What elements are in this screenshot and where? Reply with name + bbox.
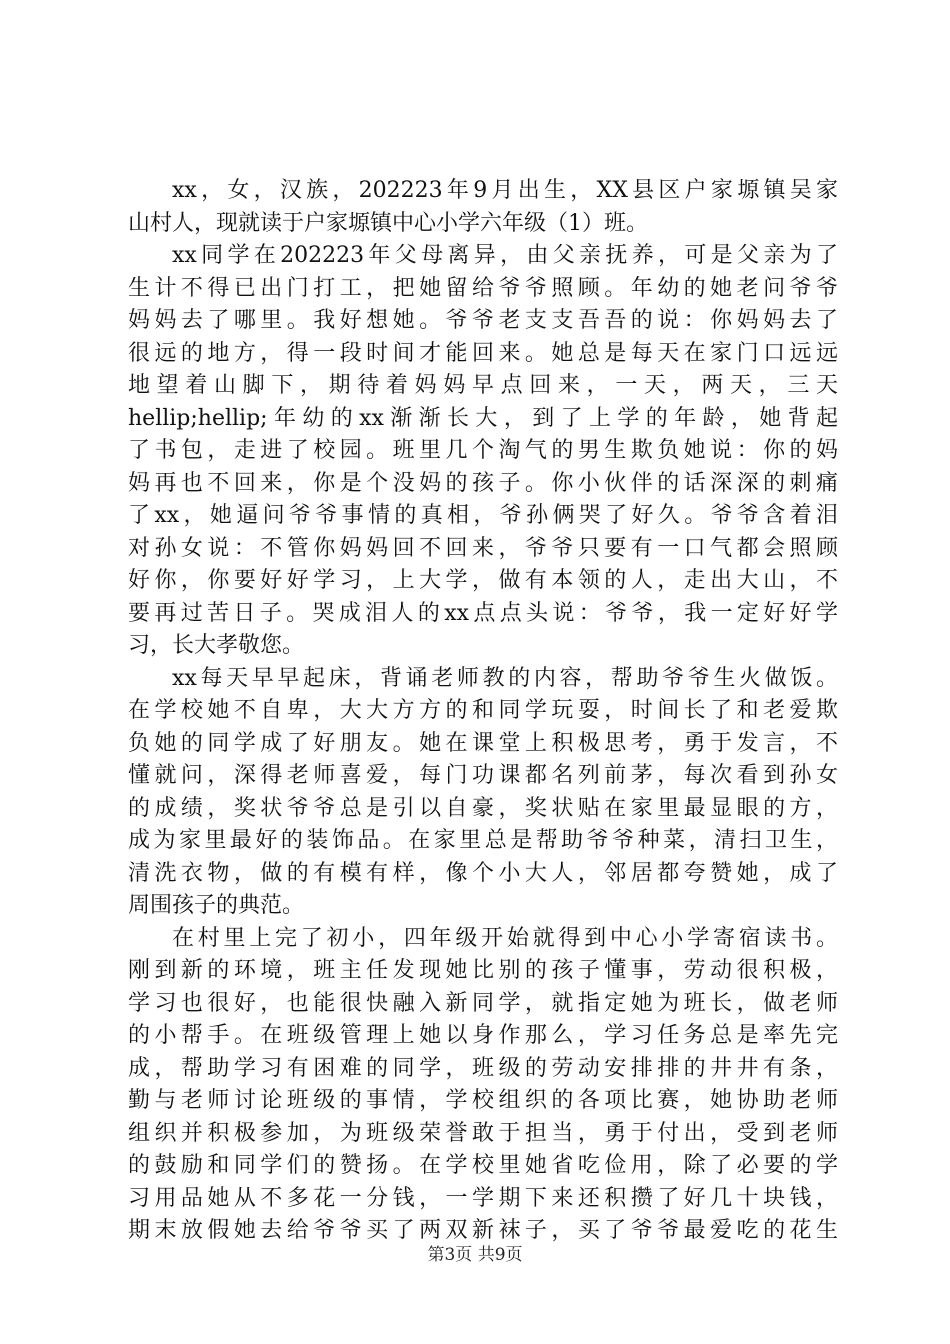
text-line: 清洗衣物，做的有模有样，像个小大人，邻居都夸赞她，成了: [128, 860, 838, 886]
page-number-footer: 第3页 共9页: [427, 1245, 523, 1265]
text-line: 周围孩子的典范。: [128, 893, 305, 918]
text-line: 习用品她从不多花一分钱，一学期下来还积攒了好几十块钱，: [128, 1185, 838, 1211]
text-line: 组织并积极参加，为班级荣誉敢于担当，勇于付出，受到老师: [128, 1120, 838, 1146]
text-line: 懂就问，深得老师喜爱，每门功课都名列前茅，每次看到孙女: [128, 763, 838, 788]
text-line: xx，女，汉族，202223年9月出生，XX县区户家塬镇吴家: [172, 178, 838, 203]
text-line: 对孙女说：不管你妈妈回不回来，爷爷只要有一口气都会照顾: [128, 535, 838, 561]
text-line: 期末放假她去给爷爷买了两双新袜子，买了爷爷最爱吃的花生: [128, 1218, 838, 1243]
text-line: 习，长大孝敬您。: [128, 633, 305, 658]
text-line: 刚到新的环境，班主任发现她比别的孩子懂事，劳动很积极，: [128, 958, 838, 983]
text-line: 很远的地方，得一段时间才能回来。她总是每天在家门口远远: [128, 340, 838, 366]
body-text: [128, 175, 838, 1248]
text-line: 成为家里最好的装饰品。在家里总是帮助爷爷种菜，清扫卫生，: [128, 828, 838, 853]
text-line: 地望着山脚下，期待着妈妈早点回来，一天，两天，三天: [128, 373, 838, 398]
text-line: 要再过苦日子。哭成泪人的xx点点头说：爷爷，我一定好好学: [128, 600, 838, 626]
text-line: 成，帮助学习有困难的同学，班级的劳动安排排的井井有条，: [128, 1055, 838, 1081]
text-line: 负她的同学成了好朋友。她在课堂上积极思考，勇于发言，不: [128, 730, 838, 756]
text-line: 学习也很好，也能很快融入新同学，就指定她为班长，做老师: [128, 990, 838, 1016]
text-line: xx每天早早起床，背诵老师教的内容，帮助爷爷生火做饭。: [172, 665, 838, 691]
text-line: 的鼓励和同学们的赞扬。在学校里她省吃俭用，除了必要的学: [128, 1153, 838, 1178]
text-line: 山村人，现就读于户家塬镇中心小学六年级（1）班。: [128, 210, 648, 236]
text-line: 在学校她不自卑，大大方方的和同学玩耍，时间长了和老爱欺: [128, 698, 838, 723]
text-line: xx同学在202223年父母离异，由父亲抚养，可是父亲为了: [172, 243, 838, 268]
text-line: 妈再也不回来，你是个没妈的孩子。你小伙伴的话深深的刺痛: [128, 470, 838, 496]
text-line: 了xx，她逼问爷爷事情的真相，爷孙俩哭了好久。爷爷含着泪: [128, 503, 838, 528]
text-line: 在村里上完了初小，四年级开始就得到中心小学寄宿读书。: [172, 925, 838, 951]
text-line: 勤与老师讨论班级的事情，学校组织的各项比赛，她协助老师: [128, 1088, 838, 1113]
text-line: 好你，你要好好学习，上大学，做有本领的人，走出大山，不: [128, 568, 838, 593]
text-line: 生计不得已出门打工，把她留给爷爷照顾。年幼的她老问爷爷: [128, 275, 838, 301]
text-line: 了书包，走进了校园。班里几个淘气的男生欺负她说：你的妈: [128, 438, 838, 463]
text-line: 的小帮手。在班级管理上她以身作那么，学习任务总是率先完: [128, 1023, 838, 1048]
text-line: 的成绩，奖状爷爷总是引以自豪，奖状贴在家里最显眼的方，: [128, 795, 838, 821]
text-line: hellip;hellip;年幼的xx渐渐长大，到了上学的年龄，她背起: [128, 405, 838, 431]
text-line: 妈妈去了哪里。我好想她。爷爷老支支吾吾的说：你妈妈去了: [128, 308, 838, 333]
